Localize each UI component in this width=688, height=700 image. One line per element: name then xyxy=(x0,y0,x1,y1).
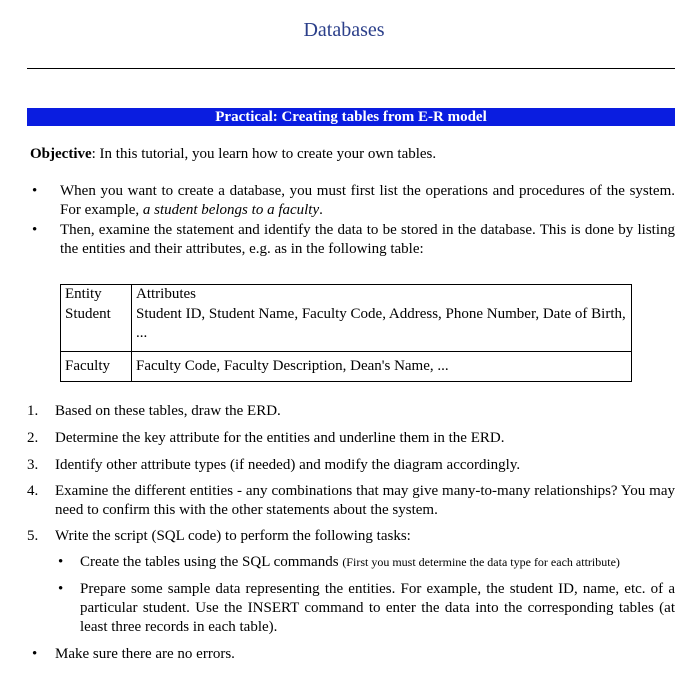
table-cell-attributes: Student ID, Student Name, Faculty Code, Address, Phone Number, Date of Birth, ... xyxy=(132,305,632,352)
step-item: Based on these tables, draw the ERD. xyxy=(55,403,281,419)
page-title: Databases xyxy=(303,19,385,41)
bullet-marker: • xyxy=(32,646,38,662)
step-item: Determine the key attribute for the entities and underline them in the ERD. xyxy=(55,430,505,446)
step-number: 3. xyxy=(27,457,39,473)
table-cell-entity: Student xyxy=(61,305,132,352)
bullet-item-examine: Then, examine the statement and identify the data to be stored in the database. This is done by listing the entities and their attributes, e.g. as in the following table: xyxy=(60,222,675,257)
table-row xyxy=(61,305,632,352)
table-row xyxy=(61,352,632,382)
table-cell-attributes: Faculty Code, Faculty Description, Dean's Name, ... xyxy=(132,352,632,382)
entity-attribute-table xyxy=(60,284,632,382)
bullet-item-create-db xyxy=(60,182,675,220)
practical-banner: Practical: Creating tables from E-R model xyxy=(27,108,675,126)
step-item: Identify other attribute types (if needed) and modify the diagram accordingly. xyxy=(55,457,521,473)
step-item: Examine the different entities - any combinations that may give many-to-many relationships? You may need to confirm this with the other statements about the system. xyxy=(55,483,675,518)
subbullet-marker: • xyxy=(58,581,64,597)
step-number: 4. xyxy=(27,483,39,499)
bullet-italic-example: a student belongs to a faculty xyxy=(142,202,320,218)
subbullet-note: (First you must determine the data type for each attribute) xyxy=(342,555,620,569)
subbullet-item-sample-data: Prepare some sample data representing the entities. For example, the student ID, name, etc. of a particular student. Use the INSERT command to enter the data into the corresponding tables (at least three records in each table). xyxy=(80,581,675,635)
table-header-attributes: Attributes xyxy=(132,285,632,305)
bullet-end: . xyxy=(319,202,323,218)
table-header-entity: Entity xyxy=(61,285,132,305)
table-header-row xyxy=(61,285,632,305)
objective-paragraph xyxy=(30,145,670,164)
bullet-marker: • xyxy=(32,183,38,199)
step-number: 5. xyxy=(27,528,39,544)
final-bullet-item: Make sure there are no errors. xyxy=(55,646,235,662)
table-cell-entity: Faculty xyxy=(61,352,132,382)
subbullet-text: Create the tables using the SQL commands xyxy=(80,554,343,570)
bullet-text: When you want to create a database, you must first list the operations and procedures of the system. For example, xyxy=(60,183,675,218)
step-number: 1. xyxy=(27,403,39,419)
subbullet-item-create-tables xyxy=(80,553,675,572)
objective-label: Objective xyxy=(30,146,92,162)
subbullet-marker: • xyxy=(58,554,64,570)
header-divider xyxy=(27,68,675,69)
objective-text: : In this tutorial, you learn how to create your own tables. xyxy=(91,146,437,162)
bullet-marker: • xyxy=(32,222,38,238)
step-number: 2. xyxy=(27,430,39,446)
step-item: Write the script (SQL code) to perform the following tasks: xyxy=(55,528,411,544)
